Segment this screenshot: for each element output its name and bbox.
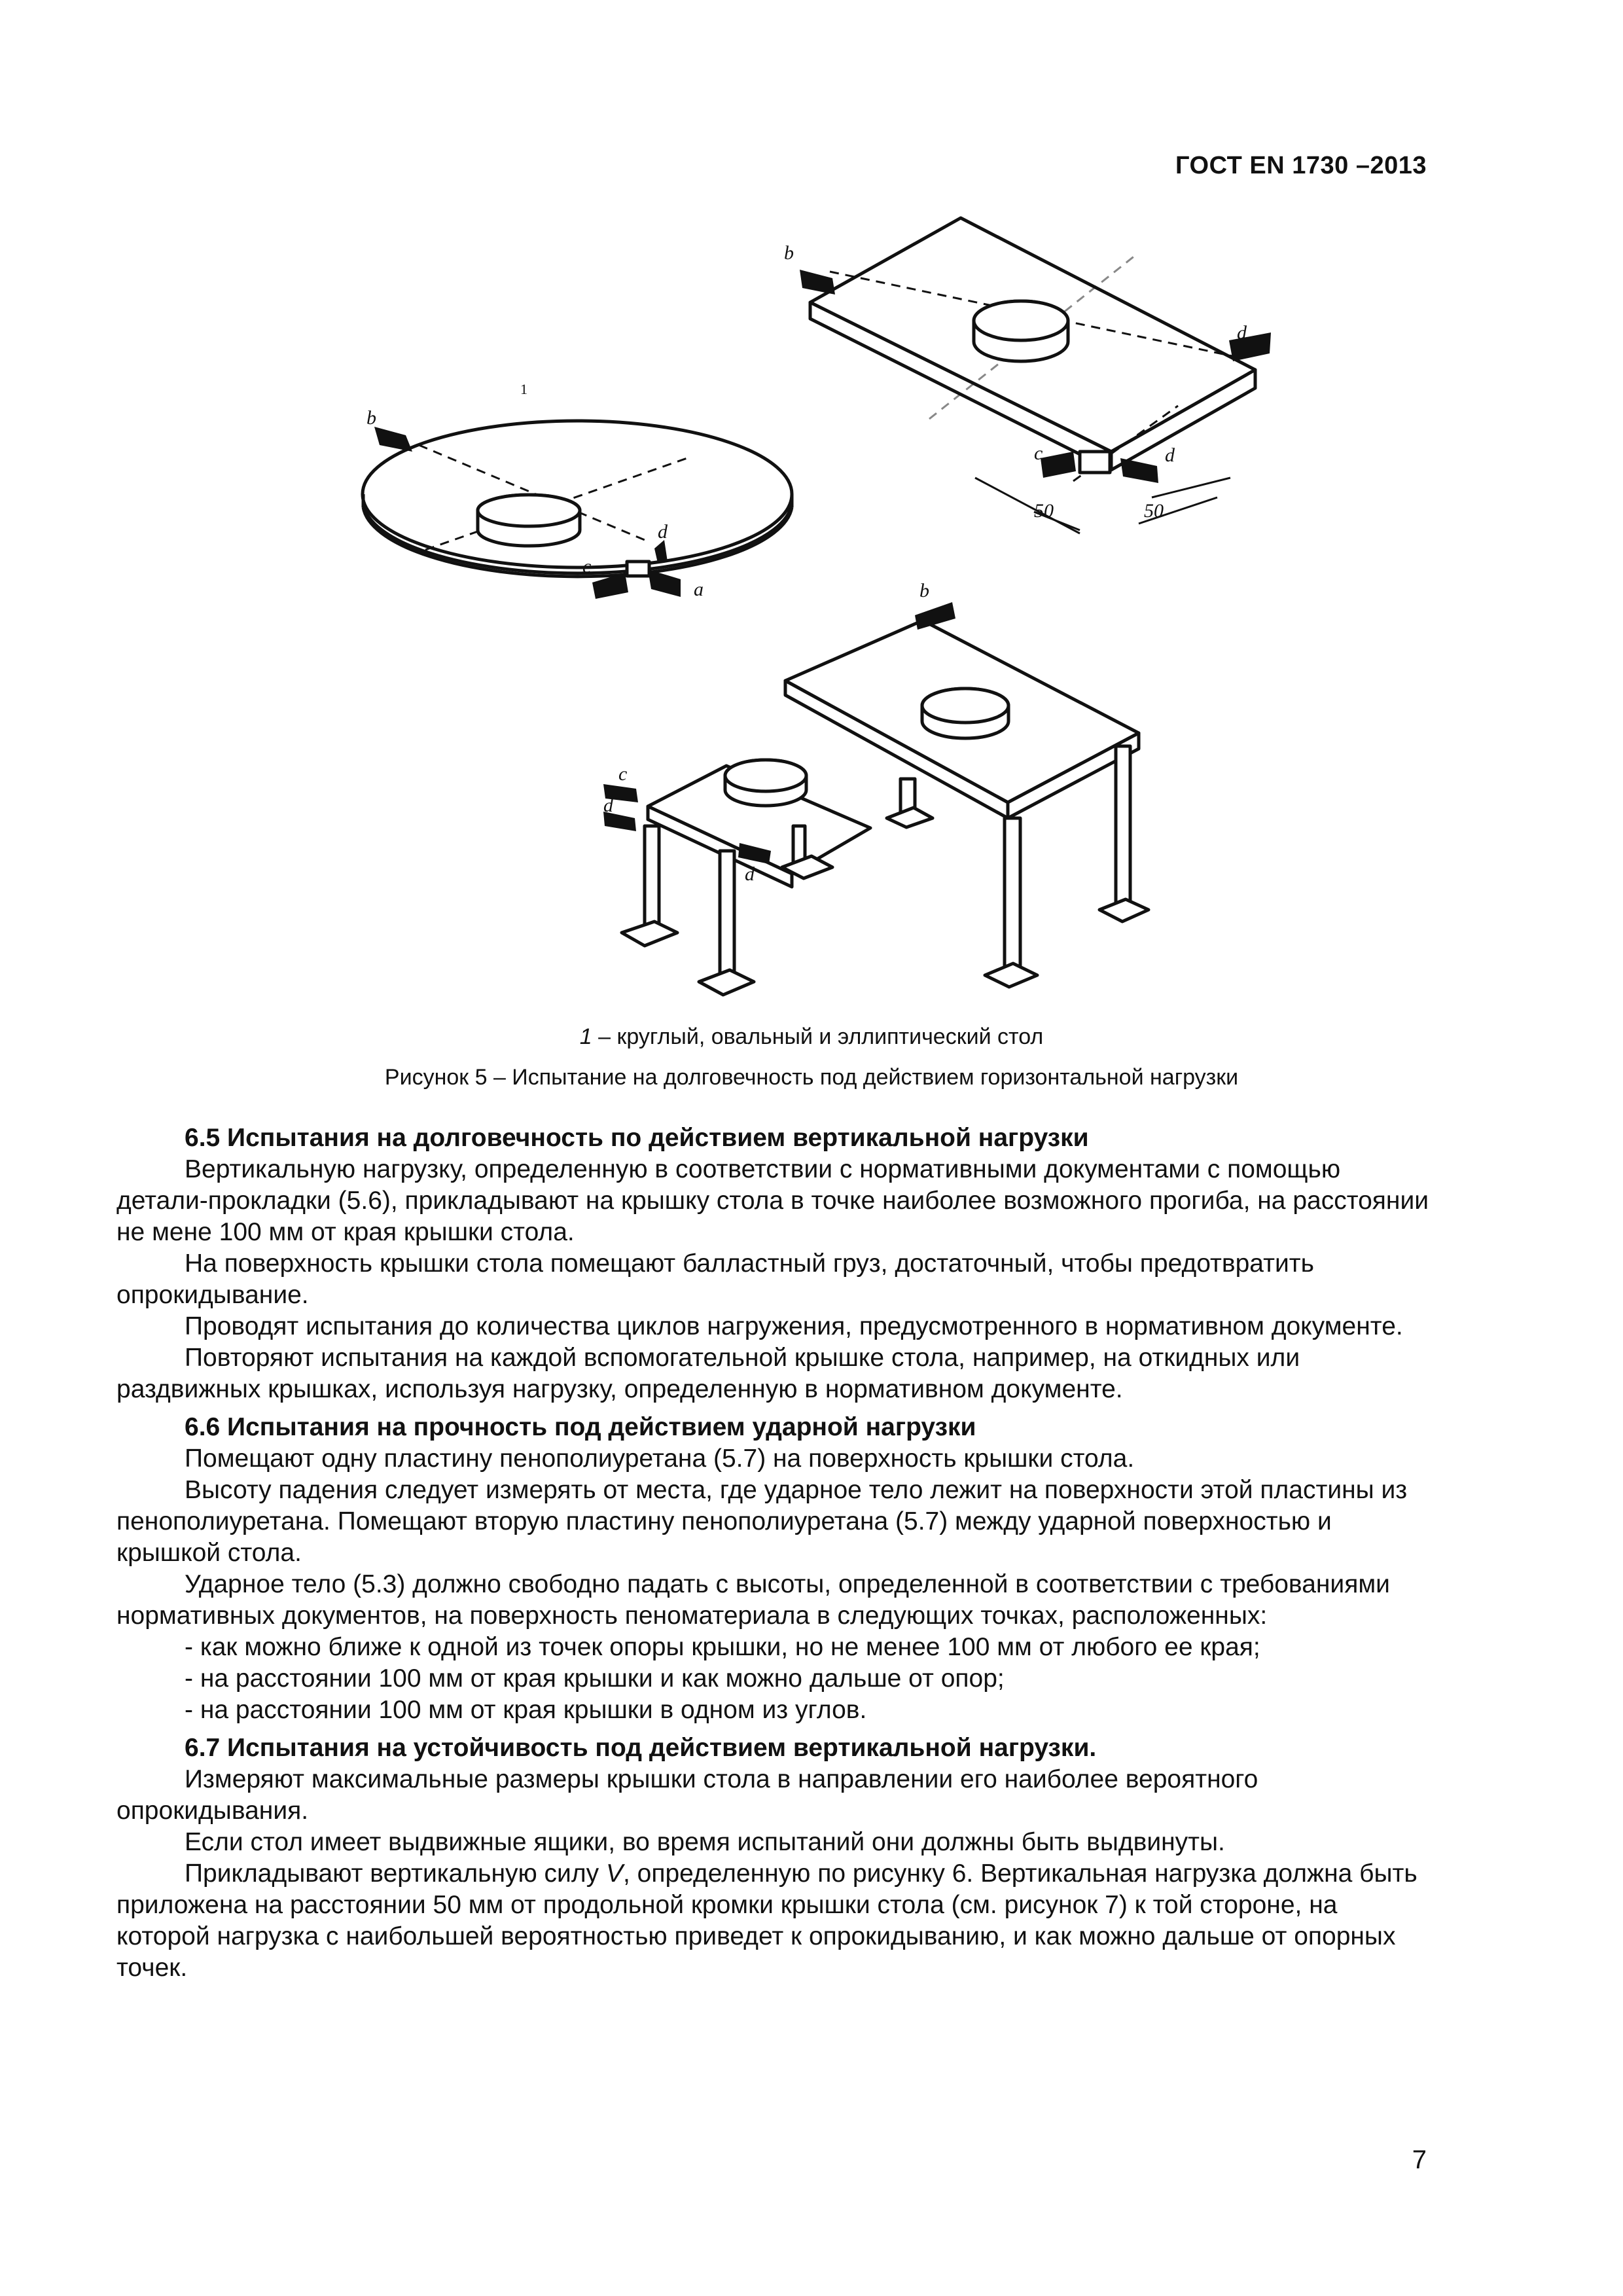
section-6-7-paragraph-2: Если стол имеет выдвижные ящики, во время испытаний они должны быть выдвинуты. [185, 1828, 1225, 1856]
section-6-6-bullet-1: - как можно ближе к одной из точек опоры крышки, но не менее 100 мм от любого ее края; [185, 1633, 1260, 1661]
legend-number: 1 [579, 1024, 592, 1049]
label-c-round: c [582, 556, 592, 577]
section-6-6-bullet-3: - на расстоянии 100 мм от края крышки в одном из углов. [185, 1696, 867, 1724]
label-b-rect: b [784, 242, 794, 264]
label-d-ext: d [603, 795, 613, 816]
rectangular-table-drawing [800, 218, 1271, 533]
p3-part-a: Прикладывают вертикальную силу [185, 1859, 606, 1888]
label-c-ext: c [618, 763, 628, 785]
label-d-rect: d [1237, 322, 1247, 344]
section-6-5-paragraph-3: Проводят испытания до количества циклов нагружения, предусмотренного в нормативном документе. [185, 1312, 1403, 1340]
document-header: ГОСТ EN 1730 –2013 [1175, 152, 1427, 179]
section-6-7-heading: 6.7 Испытания на устойчивость под действием вертикальной нагрузки. [185, 1734, 1097, 1762]
force-symbol-v: V [605, 1859, 623, 1888]
legend-text: – круглый, овальный и эллиптический стол [592, 1024, 1044, 1049]
label-c-rect: c [1034, 442, 1043, 464]
label-d-round: d [658, 521, 668, 543]
page-number: 7 [1412, 2145, 1427, 2174]
section-6-5-paragraph-1: Вертикальную нагрузку, определенную в соответствии с нормативными документами с помощью детали-прокладки (5.6), прикладывают на крышку стола в точке наиболее возможного прогиба, на расстоянии не мене 100 мм от края крышки стола. [116, 1155, 1429, 1246]
section-6-6-paragraph-1: Помещают одну пластину пенополиуретана (5.7) на поверхность крышки стола. [185, 1444, 1135, 1473]
extendable-table-drawing [603, 602, 1149, 995]
figure-title: Рисунок 5 – Испытание на долговечность под действием горизонтальной нагрузки [384, 1065, 1239, 1090]
label-b-round: b [366, 407, 376, 429]
section-6-5-heading: 6.5 Испытания на долговечность по действием вертикальной нагрузки [185, 1124, 1089, 1152]
label-dim-50-left: 50 [1034, 500, 1054, 522]
section-6-6-paragraph-3: Ударное тело (5.3) должно свободно падать с высоты, определенной в соответствии с требованиями нормативных документов, на поверхность пеноматериала в следующих точках, расположенных: [116, 1570, 1390, 1630]
section-6-6-paragraph-2: Высоту падения следует измерять от места, где ударное тело лежит на поверхности этой пластины из пенополиуретана. Помещают вторую пластину пенополиуретана (5.7) между ударной поверхностью и крышкой стола. [116, 1476, 1408, 1567]
figure-legend [0, 1024, 1623, 1050]
section-6-5-paragraph-4: Повторяют испытания на каждой вспомогательной крышке стола, например, на откидных или раздвижных крышках, используя нагрузку, определенную в нормативном документе. [116, 1344, 1300, 1403]
section-6-7-paragraph-3 [116, 1858, 1432, 1984]
round-table-drawing [363, 421, 792, 599]
label-d2-rect: d [1165, 444, 1175, 466]
section-6-7-paragraph-1: Измеряют максимальные размеры крышки стола в направлении его наиболее вероятного опрокидывания. [116, 1765, 1258, 1825]
label-d2-ext: d [745, 863, 755, 885]
p3-part-b: , определенную по рисунку 6. Вертикальная нагрузка должна быть приложена на расстоянии 50 мм от продольной кромки крышки стола (см. рисунок 7) к той стороне, на которой нагрузка с наибольшей вероятностью приведет к опрокидыванию, и как можно дальше от опорных точек. [116, 1859, 1418, 1982]
label-dim-50-right: 50 [1144, 500, 1164, 522]
figure-5-drawing [0, 0, 1623, 1073]
section-6-6-heading: 6.6 Испытания на прочность под действием ударной нагрузки [185, 1413, 976, 1441]
section-6-6-bullet-2: - на расстоянии 100 мм от края крышки и как можно дальше от опор; [185, 1664, 1005, 1693]
label-one: 1 [520, 381, 527, 397]
label-b-ext: b [919, 580, 929, 601]
document-body [116, 1122, 1432, 1984]
label-a-round: a [694, 579, 704, 600]
section-6-5-paragraph-2: На поверхность крышки стола помещают балластный груз, достаточный, чтобы предотвратить опрокидывание. [116, 1249, 1314, 1309]
